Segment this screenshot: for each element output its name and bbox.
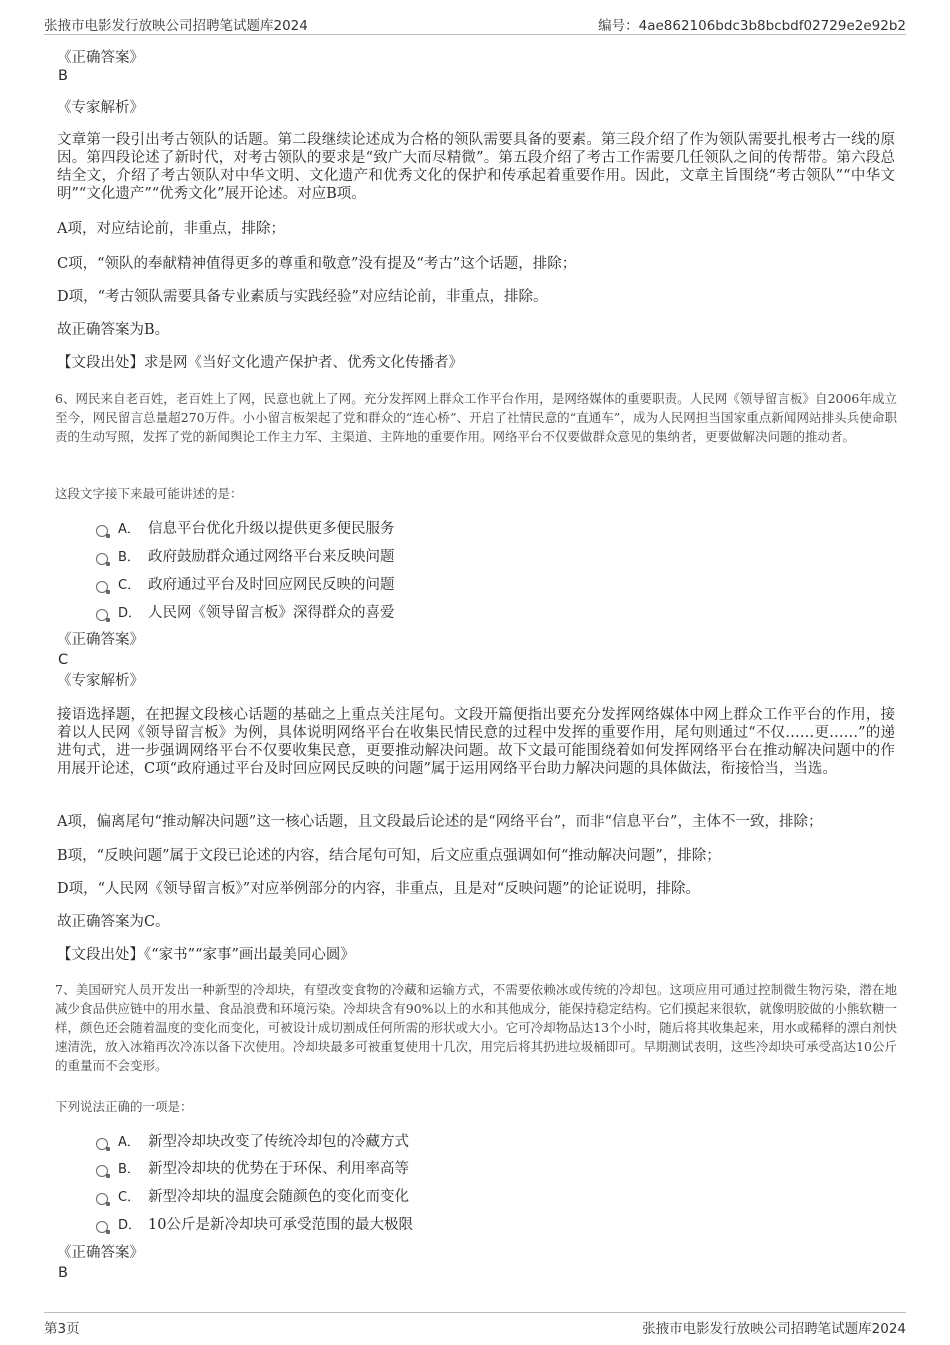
q6-option-a[interactable]: A． 信息平台优化升级以提供更多便民服务: [96, 517, 395, 538]
source: 【文段出处】求是网《当好文化遗产保护者、优秀文化传播者》: [57, 355, 463, 371]
analysis-text: 接语选择题，在把握文段核心话题的基础之上重点关注尾句。文段开篇便指出要充分发挥网络媒体中网上群众工作平台的作用，接着以人民网《领导留言板》为例，具体说明网络平台在收集民情民意的过程中发挥的重要作用，尾句则通过“不仅……更……”的递进句式，进一步强调网络平台不仅要收集民意，更要推动解决问题。故下文最可能围绕着如何发挥网络平台在推动解决问题中的作用展开论述，C项“政府通过平台及时回应网民反映的问题”属于运用网络平台助力解决问题的具体做法，衔接恰当，当选。: [57, 707, 895, 777]
question-7-prompt: 下列说法正确的一项是：: [55, 1099, 193, 1114]
q6-option-c[interactable]: C． 政府通过平台及时回应网民反映的问题: [96, 573, 395, 594]
q7-option-c[interactable]: C． 新型冷却块的温度会随颜色的变化而变化: [96, 1185, 409, 1206]
answer-label: 《正确答案》: [57, 632, 144, 648]
analysis-label: 《专家解析》: [57, 673, 144, 689]
radio-icon[interactable]: [96, 1221, 108, 1233]
analysis-label: 《专家解析》: [57, 100, 144, 116]
q7-option-a[interactable]: A． 新型冷却块改变了传统冷却包的冷藏方式: [96, 1130, 409, 1151]
radio-icon[interactable]: [96, 1193, 108, 1205]
answer-value: B: [58, 68, 68, 84]
option-d-analysis: D项，“人民网《领导留言板》”对应举例部分的内容，非重点，且是对“反映问题”的论证说明，排除。: [57, 881, 701, 897]
source: 【文段出处】《“家书”“家事”画出最美同心圆》: [57, 947, 355, 963]
radio-icon[interactable]: [96, 1165, 108, 1177]
conclusion: 故正确答案为C。: [57, 914, 170, 930]
option-b-analysis: B项，“反映问题”属于文段已论述的内容，结合尾句可知，后文应重点强调如何“推动解决问题”，排除；: [57, 848, 721, 864]
question-6-text: 6、网民来自老百姓，老百姓上了网，民意也就上了网。充分发挥网上群众工作平台作用，是网络媒体的重要职责。人民网《领导留言板》自2006年成立至今，网民留言总量超270万件。小小留言板架起了党和群众的“连心桥”、开启了社情民意的“直通车”，成为人民网担当国家重点新闻网站排头兵使命职责的生动写照，发挥了党的新闻舆论工作主力军、主渠道、主阵地的重要作用。网络平台不仅要做群众意见的集纳者，更要做解决问题的推动者。: [55, 391, 897, 444]
answer-value: B: [58, 1265, 68, 1281]
analysis-text: 文章第一段引出考古领队的话题。第二段继续论述成为合格的领队需要具备的要素。第三段介绍了作为领队需要扎根考古一线的原因。第四段论述了新时代，对考古领队的要求是“致广大而尽精微”。第五段介绍了考古工作需要几任领队之间的传帮带。第六段总结全文，介绍了考古领队对中华文明、文化遗产和优秀文化的保护和传承起着重要作用。因此，文章主旨围绕“考古领队”“中华文明”“文化遗产”“优秀文化”展开论述。对应B项。: [57, 132, 895, 202]
radio-icon[interactable]: [96, 553, 108, 565]
question-6-prompt: 这段文字接下来最可能讲述的是：: [55, 486, 243, 501]
q6-option-d[interactable]: D． 人民网《领导留言板》深得群众的喜爱: [96, 601, 395, 622]
q6-option-b[interactable]: B． 政府鼓励群众通过网络平台来反映问题: [96, 545, 395, 566]
answer-label: 《正确答案》: [57, 1245, 144, 1261]
option-d-analysis: D项，“考古领队需要具备专业素质与实践经验”对应结论前，非重点，排除。: [57, 289, 548, 305]
radio-icon[interactable]: [96, 525, 108, 537]
radio-icon[interactable]: [96, 609, 108, 621]
q7-option-d[interactable]: D． 10公斤是新冷却块可承受范围的最大极限: [96, 1213, 413, 1234]
header-code: 编号：4ae862106bdc3b8bcbdf02729e2e92b2: [598, 18, 906, 34]
page-number: 第3页: [44, 1321, 80, 1337]
radio-icon[interactable]: [96, 1138, 108, 1150]
option-a-analysis: A项，对应结论前，非重点，排除；: [57, 221, 285, 237]
page-footer: [44, 1312, 906, 1335]
conclusion: 故正确答案为B。: [57, 322, 170, 338]
answer-value: C: [58, 652, 69, 668]
question-7-text: 7、美国研究人员开发出一种新型的冷却块，有望改变食物的冷藏和运输方式，不需要依赖冰或传统的冷却包。这项应用可通过控制微生物污染，潜在地减少食品供应链中的用水量、食品浪费和环境污染。冷却块含有90%以上的水和其他成分，能保持稳定结构。它们摸起来很软，就像明胶做的小熊软糖一样，颜色还会随着温度的变化而变化，可被设计成切割成任何所需的形状或大小。它可冷却物品达13个小时，随后将其收集起来，用水或稀释的漂白剂快速清洗，放入冰箱再次冷冻以备下次使用。冷却块最多可被重复使用十几次，用完后将其扔进垃圾桶即可。早期测试表明，这些冷却块可承受高达10公斤的重量而不会变形。: [55, 982, 897, 1073]
answer-label: 《正确答案》: [57, 50, 144, 66]
footer-title: 张掖市电影发行放映公司招聘笔试题库2024: [642, 1321, 906, 1337]
page-header: [44, 12, 906, 35]
option-c-analysis: C项，“领队的奉献精神值得更多的尊重和敬意”没有提及“考古”这个话题，排除；: [57, 256, 577, 272]
radio-icon[interactable]: [96, 581, 108, 593]
q7-option-b[interactable]: B． 新型冷却块的优势在于环保、利用率高等: [96, 1157, 409, 1178]
header-title: 张掖市电影发行放映公司招聘笔试题库2024: [44, 18, 308, 34]
option-a-analysis: A项，偏离尾句“推动解决问题”这一核心话题，且文段最后论述的是“网络平台”，而非“信息平台”，主体不一致，排除；: [57, 814, 823, 830]
